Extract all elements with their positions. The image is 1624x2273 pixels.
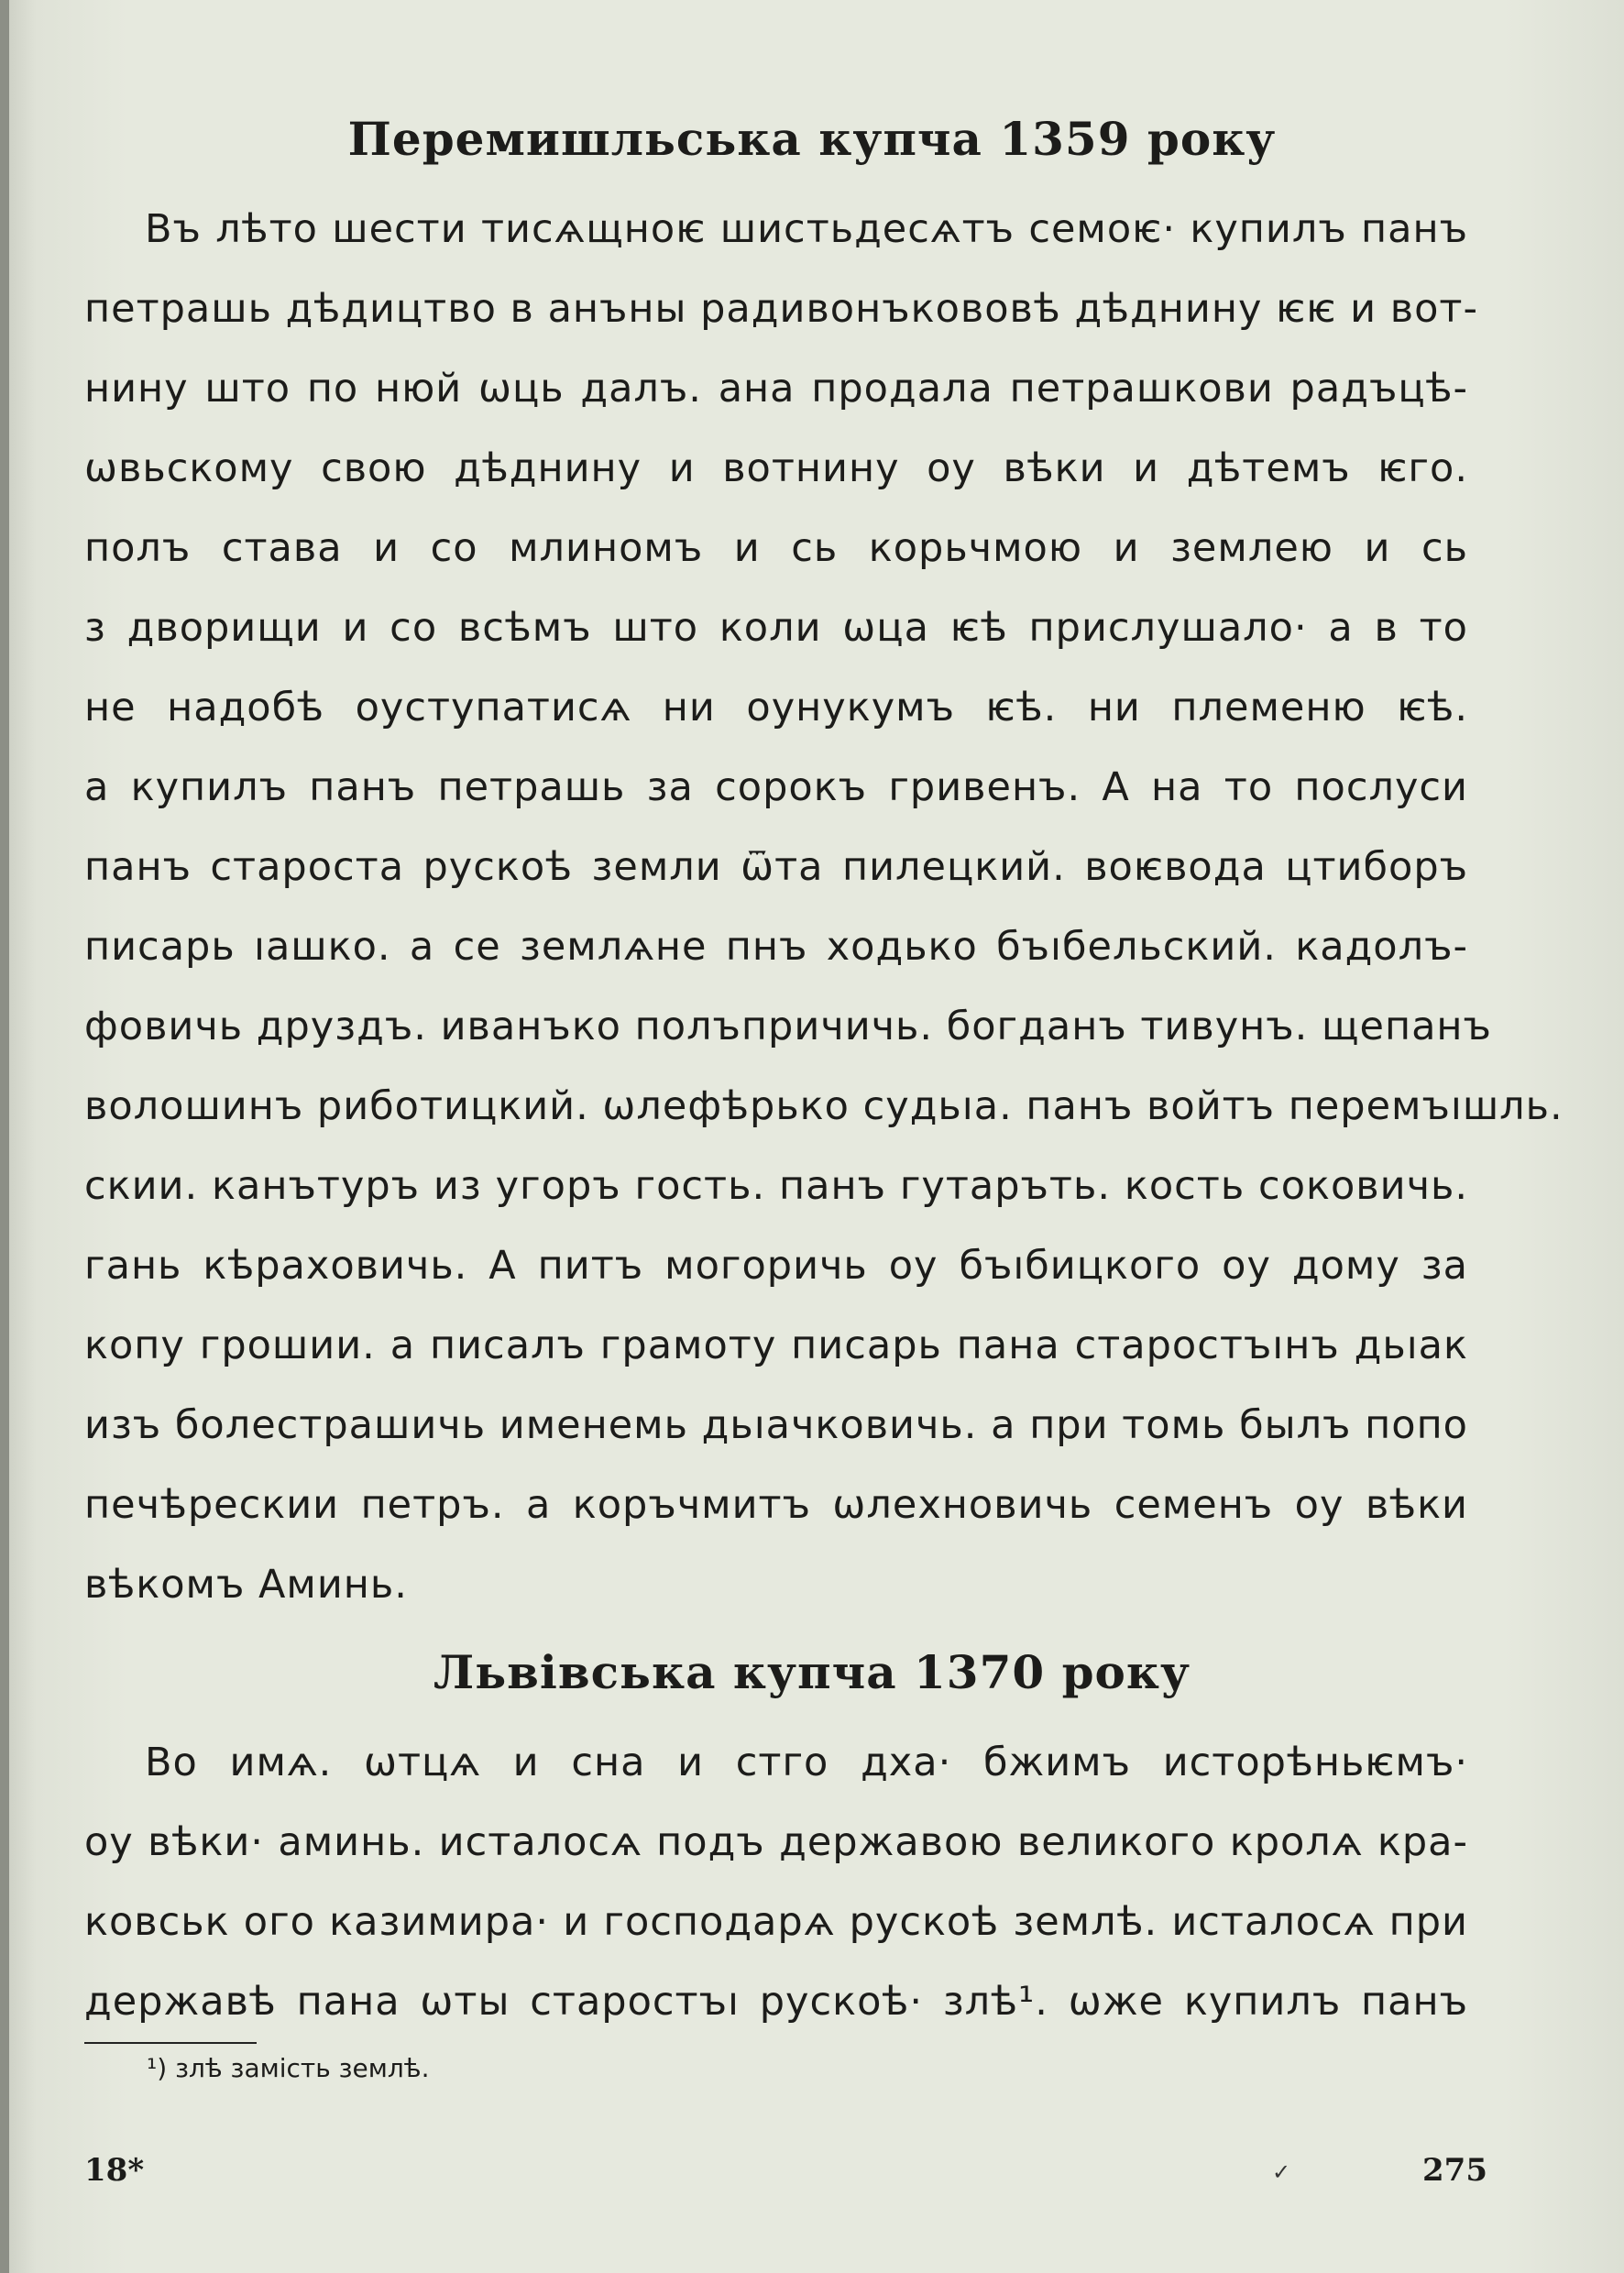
- text-line: изъ болестрашичь именемь дьıачковичь. а при томь былъ попо: [84, 1402, 1468, 1448]
- text-line: вѣкомъ Аминь.: [84, 1562, 408, 1608]
- text-line: фовичь друздъ. иванъко полъпричичь. богданъ тивунъ. щепанъ: [84, 1004, 1492, 1049]
- text-line: панъ староста рускоѣ земли ѿта пилецкий. воѥвода цтиборъ: [84, 844, 1468, 890]
- page-edge-shadow: [0, 0, 9, 2273]
- section-title-peremyshl: Перемишльська купча 1359 року: [347, 112, 1277, 166]
- text-line: петрашь дѣдицтво в анъны радивонъкововѣ дѣднину ѥѥ и вот-: [84, 286, 1478, 332]
- text-line: писарь ıашко. а се землѧне пнъ ходько бъıбельский. кадолъ-: [84, 924, 1468, 970]
- text-line: з дворищи и со всѣмъ што коли ѡца ѥѣ прислушало· а в то: [84, 605, 1468, 651]
- text-line: копу грошии. а писалъ грамоту писарь пана старостъıнъ дьıак: [84, 1323, 1468, 1368]
- page-number: 275: [1422, 2152, 1487, 2189]
- text-line: а купилъ панъ петрашь за сорокъ гривенъ. А на то послуси: [84, 764, 1468, 810]
- text-line: Въ лѣто шести тисѧщноѥ шистьдесѧтъ семоѥ· купилъ панъ: [145, 206, 1468, 252]
- text-line: ѡвьскому свою дѣднину и вотнину оу вѣки и дѣтемъ ѥго.: [84, 445, 1468, 491]
- footnote-text: злѣ замість землѣ.: [175, 2053, 430, 2083]
- text-line: державѣ пана ѡты старостъı рускоѣ· злѣ¹. ѡже купилъ панъ: [84, 1979, 1468, 2025]
- printer-signature-mark: 18*: [84, 2152, 145, 2189]
- text-line: нину што по нюй ѡць далъ. ана продала петрашкови радъцѣ-: [84, 366, 1468, 412]
- text-line: оу вѣки· аминь. исталосѧ подъ державою великого кролѧ кра-: [84, 1819, 1468, 1865]
- text-line: печѣрескии петръ. а коръчмитъ ѡлехновичь семенъ оу вѣки: [84, 1482, 1468, 1528]
- section-title-lviv: Львівська купча 1370 року: [433, 1645, 1191, 1699]
- text-line: ковськ ого казимира· и господарѧ рускоѣ землѣ. исталосѧ при: [84, 1899, 1468, 1945]
- text-line: скии. канътуръ из угоръ гость. панъ гутаръть. кость соковичь.: [84, 1163, 1468, 1209]
- text-line: гань кѣраховичь. А питъ могоричь оу бъıбицкого оу дому за: [84, 1243, 1468, 1289]
- text-line: Во имѧ. ѡтцѧ и сна и стго дха· бжимъ исторѣньѥмъ·: [145, 1740, 1468, 1785]
- text-line: волошинъ риботицкий. ѡлефѣрько судьıа. панъ войтъ перемъıшль.: [84, 1083, 1564, 1129]
- footnote: [147, 2053, 429, 2083]
- text-line: полъ става и со млиномъ и сь корьчмою и землею и сь: [84, 525, 1468, 571]
- footnote-divider: [84, 2042, 257, 2044]
- footnote-mark: ¹): [147, 2053, 168, 2083]
- ink-speck: ✓: [1272, 2159, 1291, 2185]
- text-line: не надобѣ оуступатисѧ ни оунукумъ ѥѣ. ни племеню ѥѣ.: [84, 685, 1468, 730]
